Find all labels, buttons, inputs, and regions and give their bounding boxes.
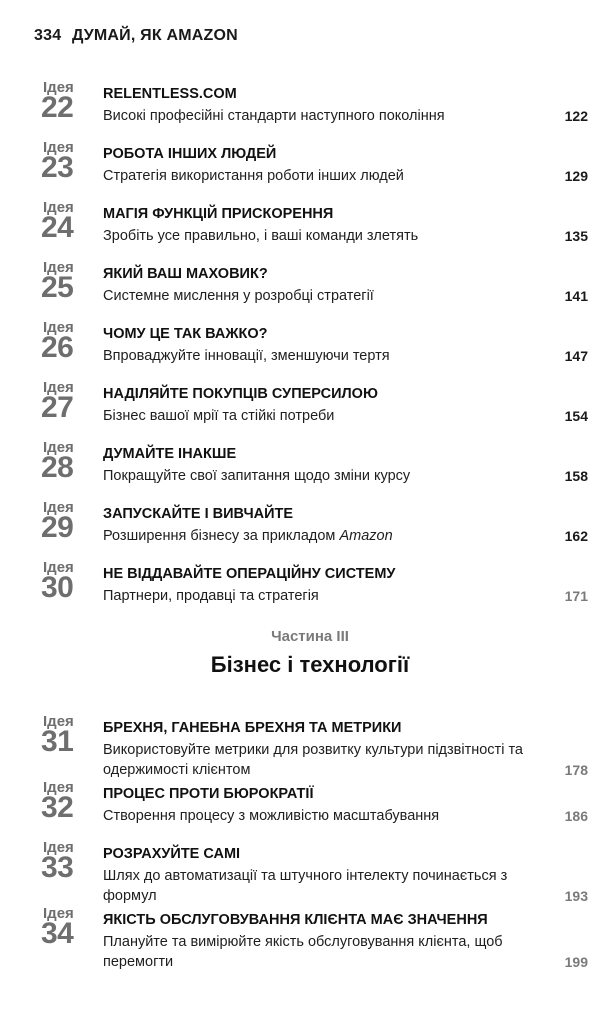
entry-page-number: 199 bbox=[564, 954, 588, 970]
toc-entry bbox=[0, 906, 600, 972]
idea-label: Ідея bbox=[43, 139, 74, 156]
idea-label: Ідея bbox=[43, 779, 74, 796]
idea-number: 26 bbox=[41, 331, 74, 364]
entry-subtitle: Системне мислення у розробці стратегії bbox=[103, 288, 374, 304]
entry-page-number: 135 bbox=[564, 228, 588, 244]
entry-subtitle-italic: Amazon bbox=[339, 528, 393, 544]
part-label: Частина III bbox=[271, 628, 349, 645]
entry-page-number: 147 bbox=[564, 348, 588, 364]
entry-subtitle: Покращуйте свої запитання щодо зміни курсу bbox=[103, 468, 411, 484]
entry-title: ПРОЦЕС ПРОТИ БЮРОКРАТІЇ bbox=[103, 786, 314, 802]
toc-entry bbox=[0, 840, 600, 906]
entry-page-number: 122 bbox=[564, 108, 588, 124]
idea-label: Ідея bbox=[43, 499, 74, 516]
entry-title: МАГІЯ ФУНКЦІЙ ПРИСКОРЕННЯ bbox=[103, 206, 334, 222]
idea-label: Ідея bbox=[43, 713, 74, 730]
idea-label: Ідея bbox=[43, 559, 74, 576]
idea-number: 30 bbox=[41, 571, 74, 604]
entry-title: ЧОМУ ЦЕ ТАК ВАЖКО? bbox=[103, 326, 268, 342]
idea-number: 33 bbox=[41, 851, 74, 884]
entry-subtitle: Шлях до автоматизації та штучного інтелекту починається з формул bbox=[103, 868, 508, 904]
entry-title: НАДІЛЯЙТЕ ПОКУПЦІВ СУПЕРСИЛОЮ bbox=[103, 386, 378, 402]
idea-number: 23 bbox=[41, 151, 74, 184]
entry-subtitle: Бізнес вашої мрії та стійкі потреби bbox=[103, 408, 335, 424]
entry-page-number: 129 bbox=[564, 168, 588, 184]
entry-subtitle bbox=[103, 526, 543, 546]
header-page-number: 334 bbox=[34, 27, 62, 44]
toc-entry bbox=[0, 560, 600, 620]
table-of-contents bbox=[0, 80, 600, 972]
toc-entry bbox=[0, 780, 600, 840]
idea-label: Ідея bbox=[43, 319, 74, 336]
entry-subtitle: Створення процесу з можливістю масштабування bbox=[103, 808, 440, 824]
toc-entry bbox=[0, 380, 600, 440]
toc-entry bbox=[0, 200, 600, 260]
idea-number: 25 bbox=[41, 271, 74, 304]
entry-page-number: 171 bbox=[564, 588, 588, 604]
toc-entry bbox=[0, 440, 600, 500]
idea-number: 31 bbox=[41, 725, 74, 758]
idea-number: 32 bbox=[41, 791, 74, 824]
part-title: Бізнес і технології bbox=[210, 652, 410, 677]
idea-number: 29 bbox=[41, 511, 74, 544]
part-heading bbox=[0, 620, 600, 714]
toc-entry bbox=[0, 140, 600, 200]
entry-subtitle: Стратегія використання роботи інших людей bbox=[103, 168, 404, 184]
toc-entry bbox=[0, 500, 600, 560]
idea-label: Ідея bbox=[43, 839, 74, 856]
idea-label: Ідея bbox=[43, 79, 74, 96]
entry-title: РОЗРАХУЙТЕ САМІ bbox=[103, 846, 241, 862]
entry-page-number: 193 bbox=[564, 888, 588, 904]
idea-number: 24 bbox=[41, 211, 74, 244]
entry-subtitle-text: Розширення бізнесу за прикладом bbox=[103, 528, 340, 544]
entry-subtitle: Плануйте та вимірюйте якість обслуговування клієнта, щоб перемогти bbox=[103, 934, 503, 970]
toc-entry bbox=[0, 714, 600, 780]
idea-number: 27 bbox=[41, 391, 74, 424]
idea-number: 22 bbox=[41, 91, 74, 124]
entry-title: RELENTLESS.COM bbox=[103, 86, 237, 102]
entry-subtitle: Впроваджуйте інновації, зменшуючи тертя bbox=[103, 348, 390, 364]
header-book-title: ДУМАЙ, ЯК AMAZON bbox=[71, 27, 238, 44]
entry-subtitle: Високі професійні стандарти наступного покоління bbox=[103, 108, 445, 124]
entry-page-number: 154 bbox=[564, 408, 588, 424]
entry-subtitle: Зробіть усе правильно, і ваші команди злетять bbox=[103, 228, 419, 244]
entry-title: ЯКІСТЬ ОБСЛУГОВУВАННЯ КЛІЄНТА МАЄ ЗНАЧЕННЯ bbox=[103, 912, 488, 928]
toc-entry bbox=[0, 80, 600, 140]
toc-entry bbox=[0, 260, 600, 320]
idea-label: Ідея bbox=[43, 259, 74, 276]
entry-title: ДУМАЙТЕ ІНАКШЕ bbox=[103, 446, 237, 462]
idea-label: Ідея bbox=[43, 379, 74, 396]
running-head bbox=[34, 27, 238, 45]
idea-label: Ідея bbox=[43, 439, 74, 456]
entry-page-number: 141 bbox=[564, 288, 588, 304]
entry-title: БРЕХНЯ, ГАНЕБНА БРЕХНЯ ТА МЕТРИКИ bbox=[103, 720, 402, 736]
entry-page-number: 158 bbox=[564, 468, 588, 484]
entry-title: РОБОТА ІНШИХ ЛЮДЕЙ bbox=[103, 146, 277, 162]
entry-title: НЕ ВІДДАВАЙТЕ ОПЕРАЦІЙНУ СИСТЕМУ bbox=[103, 566, 396, 582]
idea-number: 34 bbox=[41, 917, 74, 950]
entry-subtitle: Використовуйте метрики для розвитку культури підзвітності та одержимості клієнтом bbox=[103, 742, 523, 778]
idea-label: Ідея bbox=[43, 905, 74, 922]
idea-number: 28 bbox=[41, 451, 74, 484]
entry-title: ЯКИЙ ВАШ МАХОВИК? bbox=[103, 266, 268, 282]
entry-title: ЗАПУСКАЙТЕ І ВИВЧАЙТЕ bbox=[103, 506, 294, 522]
entry-page-number: 186 bbox=[564, 808, 588, 824]
toc-entry bbox=[0, 320, 600, 380]
entry-page-number: 162 bbox=[564, 528, 588, 544]
entry-page-number: 178 bbox=[564, 762, 588, 778]
entry-subtitle: Партнери, продавці та стратегія bbox=[103, 588, 319, 604]
idea-label: Ідея bbox=[43, 199, 74, 216]
